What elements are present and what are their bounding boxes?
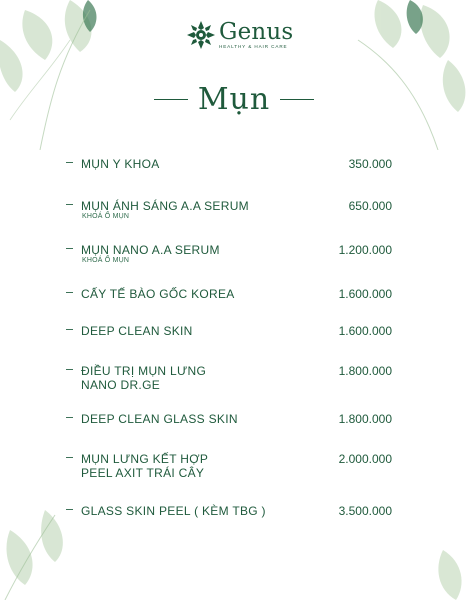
- flower-mandala-icon: [186, 20, 216, 50]
- service-name: DEEP CLEAN GLASS SKIN: [81, 412, 238, 426]
- service-price: 2.000.000: [338, 452, 392, 466]
- leaf-decoration-top-right: [338, 0, 468, 150]
- service-price: 1.800.000: [338, 364, 392, 378]
- item-dash: [66, 369, 73, 370]
- brand-tagline: HEALTHY & HAIR CARE: [219, 43, 288, 49]
- service-price: 3.500.000: [338, 504, 392, 518]
- item-dash: [66, 457, 73, 458]
- service-name: ĐIỀU TRỊ MỤN LƯNG NANO DR.GE: [81, 364, 207, 392]
- service-name: CẤY TẾ BÀO GỐC KOREA: [81, 287, 235, 301]
- service-price: 350.000: [348, 157, 392, 171]
- leaf-decoration-top-left: [0, 0, 120, 150]
- item-dash: [66, 329, 73, 330]
- item-dash: [66, 292, 73, 293]
- item-dash: [66, 509, 73, 510]
- page-title: Mụn: [197, 82, 271, 117]
- service-name: MỤN ÁNH SÁNG A.A SERUM: [81, 199, 249, 213]
- service-name: MỤN Y KHOA: [81, 157, 160, 171]
- service-subtitle: KHOÁ Ổ MỤN: [82, 213, 130, 220]
- item-dash: [66, 162, 73, 163]
- service-name: MỤN NANO A.A SERUM: [81, 243, 220, 257]
- item-dash: [66, 204, 73, 205]
- service-price: 650.000: [348, 199, 392, 213]
- service-price: 1.200.000: [338, 243, 392, 257]
- page-title-row: [0, 82, 468, 117]
- service-name: GLASS SKIN PEEL ( KÈM TBG ): [81, 504, 266, 518]
- service-name: MỤN LƯNG KẾT HỢP PEEL AXIT TRÁI CÂY: [81, 452, 209, 480]
- service-name: DEEP CLEAN SKIN: [81, 324, 193, 338]
- service-price: 1.600.000: [338, 287, 392, 301]
- title-divider-right: [280, 99, 314, 100]
- brand-name: Genus: [219, 18, 294, 45]
- service-price: 1.600.000: [338, 324, 392, 338]
- service-price: 1.800.000: [338, 412, 392, 426]
- item-dash: [66, 248, 73, 249]
- leaf-decoration-bottom-right: [408, 540, 468, 600]
- leaf-decoration-bottom-left: [0, 490, 90, 600]
- service-subtitle: KHOÁ Ổ MỤN: [82, 257, 130, 264]
- title-divider-left: [154, 99, 188, 100]
- brand-logo: [186, 20, 293, 50]
- item-dash: [66, 417, 73, 418]
